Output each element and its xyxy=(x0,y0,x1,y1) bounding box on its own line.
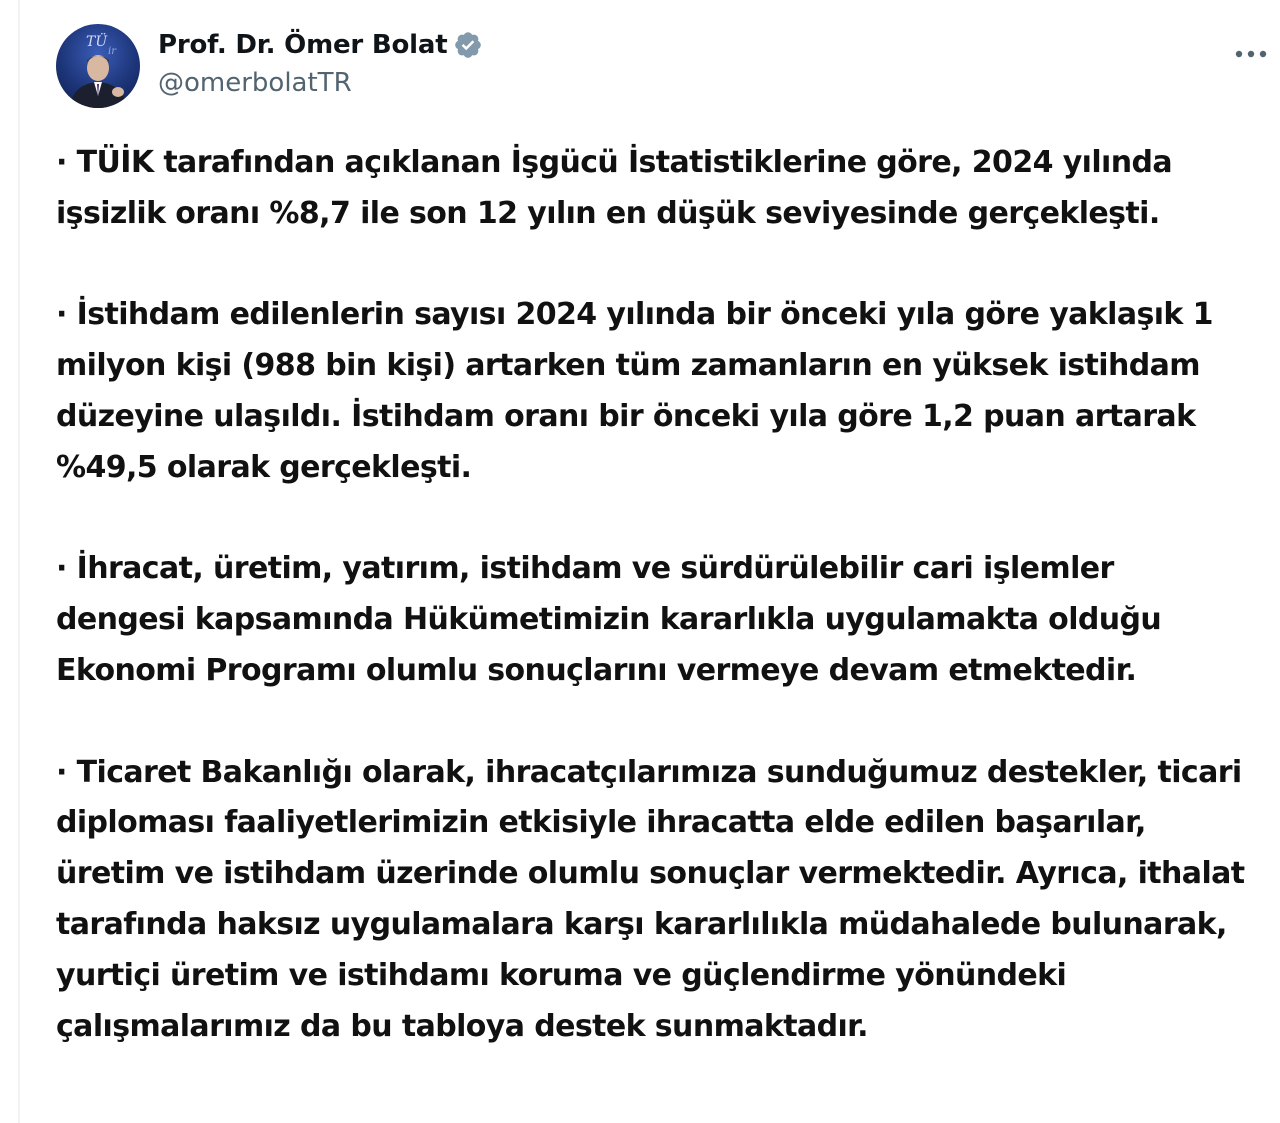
tweet-paragraph: · İhracat, üretim, yatırım, istihdam ve sürdürülebilir cari işlemler dengesi kapsamında Hükümetimizin kararlıkla uygulamakta olduğu Ekonomi Programı olumlu sonuçlarını vermeye devam etmektedir. xyxy=(56,551,1162,688)
timeline-divider xyxy=(18,0,20,1123)
tweet-paragraph: · Ticaret Bakanlığı olarak, ihracatçılarımıza sunduğumuz destekler, ticari diploması faaliyetlerimizin etkisiyle ihracatta elde edilen başarılar, üretim ve istihdam üzerinde olumlu sonuçlar vermektedir. Ayrıca, ithalat tarafında haksız uygulamalara karşı kararlılıkla müdahalede bulunarak, yurtiçi üretim ve istihdamı koruma ve güçlendirme yönündeki çalışmalarımız da bu tabloya destek sunmaktadır. xyxy=(56,754,1245,1044)
tweet-paragraph: · TÜİK tarafından açıklanan İşgücü İstatistiklerine göre, 2024 yılında işsizlik oranı %8,7 ile son 12 yılın en düşük seviyesinde gerçekleşti. xyxy=(56,145,1172,231)
avatar[interactable] xyxy=(56,24,140,108)
svg-text:ir: ir xyxy=(108,46,116,57)
tweet-paragraph: · İstihdam edilenlerin sayısı 2024 yılında bir önceki yıla göre yaklaşık 1 milyon kişi (988 bin kişi) artarken tüm zamanların en yüksek istihdam düzeyine ulaşıldı. İstihdam oranı bir önceki yıla göre 1,2 puan artarak %49,5 olarak gerçekleşti. xyxy=(56,297,1213,485)
tweet xyxy=(56,24,1256,1123)
verified-badge-icon[interactable] xyxy=(453,30,483,60)
more-options-button[interactable] xyxy=(1226,34,1276,74)
author-block xyxy=(158,26,483,98)
svg-text:TÜ: TÜ xyxy=(86,34,108,50)
tweet-header xyxy=(56,24,1256,110)
tweet-text xyxy=(56,138,1251,1052)
display-name-row xyxy=(158,26,483,64)
display-name[interactable]: Prof. Dr. Ömer Bolat xyxy=(158,30,448,60)
handle[interactable]: @omerbolatTR xyxy=(158,68,352,98)
more-horizontal-icon xyxy=(1234,49,1268,59)
